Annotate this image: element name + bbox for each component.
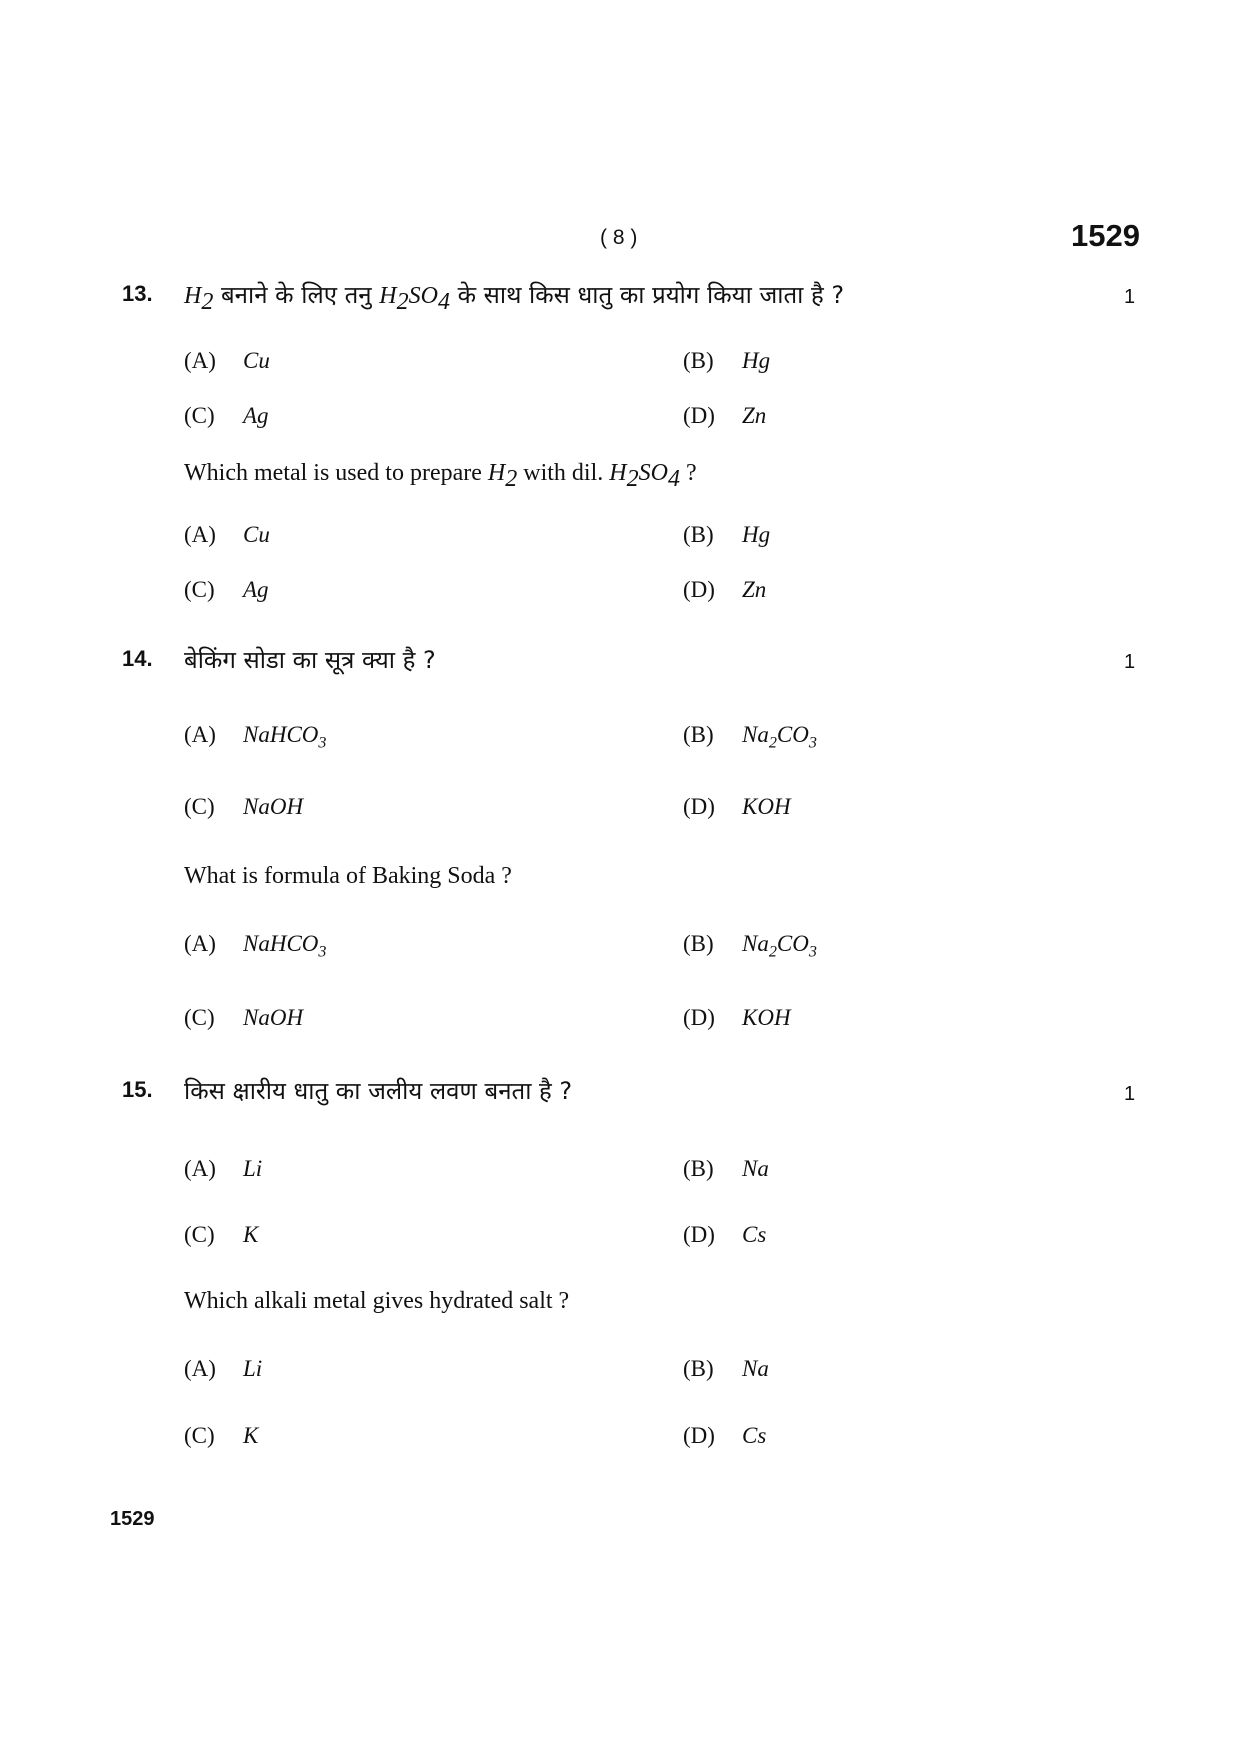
q14-en-option-a: (A) NaHCO$_3$ [184, 931, 327, 961]
q13-en-option-d: (D) Zn [683, 577, 767, 602]
q15-en-option-b: (B) Na [683, 1356, 769, 1381]
question-14-english: What is formula of Baking Soda ? [184, 863, 512, 889]
paper-code-top: 1529 [1071, 218, 1140, 253]
q14-hi-option-a: (A) NaHCO$_3$ [184, 722, 327, 752]
q15-hi-option-c: (C) K [184, 1222, 259, 1247]
q13-hi-option-a: (A) Cu [184, 348, 270, 373]
question-number-13: 13. [122, 281, 153, 306]
question-13-english: Which metal is used to prepare $H_2$ with dil. $H_2SO_4$ ? [184, 460, 697, 492]
question-15-marks: 1 [1124, 1083, 1136, 1105]
q15-en-option-a: (A) Li [184, 1356, 263, 1381]
question-14-hindi: बेकिंग सोडा का सूत्र क्या है ? [184, 646, 436, 674]
question-15-hindi: किस क्षारीय धातु का जलीय लवण बनता है ? [184, 1077, 573, 1105]
question-number-14: 14. [122, 646, 153, 671]
q14-hi-option-d: (D) KOH [683, 794, 791, 819]
q14-en-option-d: (D) KOH [683, 1005, 791, 1030]
question-15-english: Which alkali metal gives hydrated salt ? [184, 1288, 570, 1314]
q14-en-option-b: (B) $Na_2CO_3$ [683, 931, 817, 961]
q13-en-option-b: (B) Hg [683, 522, 771, 547]
question-13-marks: 1 [1124, 286, 1136, 308]
q15-hi-option-d: (D) Cs [683, 1222, 767, 1247]
question-14-marks: 1 [1124, 651, 1136, 673]
q15-en-option-c: (C) K [184, 1423, 259, 1448]
q15-hi-option-a: (A) Li [184, 1156, 263, 1181]
q15-hi-option-b: (B) Na [683, 1156, 769, 1181]
q14-hi-option-c: (C) NaOH [184, 794, 304, 819]
q14-en-option-c: (C) NaOH [184, 1005, 304, 1030]
question-number-15: 15. [122, 1077, 153, 1102]
question-13-hindi: $H_2$ बनाने के लिए तनु $H_2SO_4$ के साथ किस धातु का प्रयोग किया जाता है ? [184, 281, 845, 315]
page-number: ( 8 ) [600, 226, 638, 249]
q13-en-option-a: (A) Cu [184, 522, 270, 547]
q13-hi-option-c: (C) Ag [184, 403, 269, 428]
q13-hi-option-d: (D) Zn [683, 403, 767, 428]
q13-hi-option-b: (B) Hg [683, 348, 771, 373]
paper-code-bottom: 1529 [110, 1508, 155, 1530]
q15-en-option-d: (D) Cs [683, 1423, 767, 1448]
q14-hi-option-b: (B) $Na_2CO_3$ [683, 722, 817, 752]
q13-en-option-c: (C) Ag [184, 577, 269, 602]
